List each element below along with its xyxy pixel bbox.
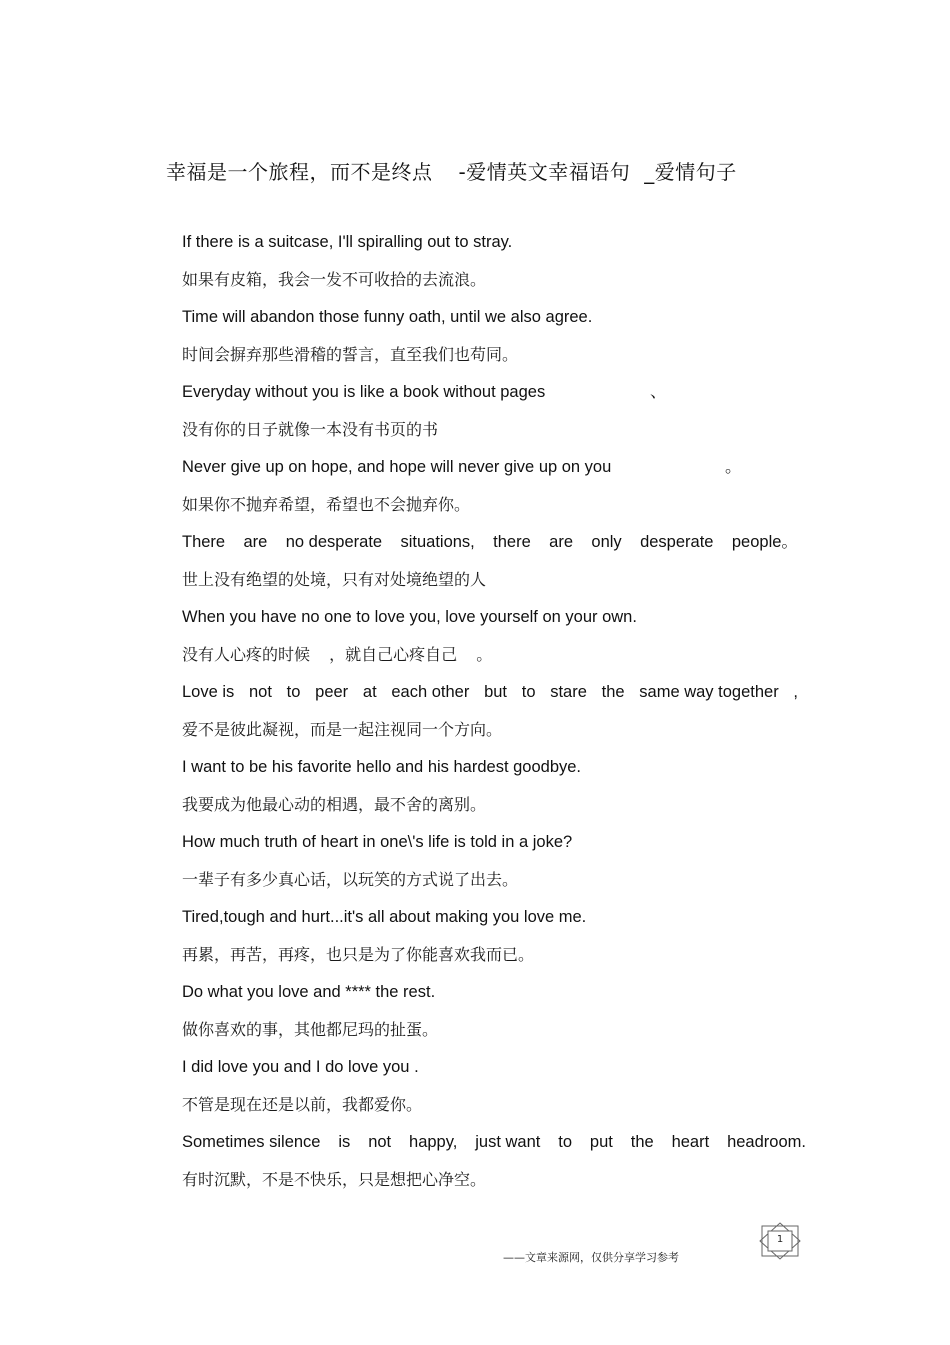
word: the [630, 1133, 654, 1151]
word: happy, [409, 1133, 458, 1151]
word: same way together [639, 683, 779, 701]
chinese-translation: 爱不是彼此凝视，而是一起注视同一个方向。 [182, 719, 503, 739]
chinese-translation: 不管是现在还是以前，我都爱你。 [182, 1094, 423, 1114]
word: to [286, 683, 301, 701]
trailing-mark: 、 [650, 383, 667, 401]
word: people。 [731, 533, 798, 551]
word: heart [671, 1133, 710, 1151]
english-sentence: When you have no one to love you, love yourself on your own. [182, 608, 637, 626]
word: just want [475, 1133, 541, 1151]
chinese-translation: 一辈子有多少真心话，以玩笑的方式说了出去。 [182, 869, 519, 889]
translation-part: 。 [476, 644, 493, 664]
chinese-translation: 如果有皮箱，我会一发不可收拾的去流浪。 [182, 269, 487, 289]
word: is [338, 1133, 351, 1151]
chinese-translation: 没有你的日子就像一本没有书页的书 [182, 419, 439, 439]
word: headroom. [727, 1133, 806, 1151]
word: to [558, 1133, 573, 1151]
english-sentence [182, 379, 812, 417]
word: but [484, 683, 508, 701]
chinese-translation: 时间会摒弃那些滑稽的誓言，直至我们也苟同。 [182, 344, 519, 364]
word: not [249, 683, 272, 701]
english-sentence [182, 454, 812, 492]
english-sentence: How much truth of heart in one\'s life is told in a joke? [182, 833, 573, 851]
word: peer [315, 683, 349, 701]
word: are [243, 533, 268, 551]
english-sentence: Tired,tough and hurt...it's all about making you love me. [182, 908, 587, 926]
word: each other [391, 683, 470, 701]
english-sentence [182, 679, 798, 717]
title-main: 幸福是一个旅程，而不是终点 [166, 160, 433, 184]
source-note: ——文章来源网，仅供分享学习参考 [503, 1251, 679, 1264]
chinese-translation: 如果你不抛弃希望，希望也不会抛弃你。 [182, 494, 471, 514]
word: put [589, 1133, 613, 1151]
word: stare [550, 683, 587, 701]
word: to [521, 683, 536, 701]
chinese-translation: 再累，再苦，再疼，也只是为了你能喜欢我而已。 [182, 944, 535, 964]
english-sentence: Time will abandon those funny oath, until we also agree. [182, 308, 593, 326]
english-sentence [182, 1129, 806, 1167]
word: situations, [400, 533, 475, 551]
english-sentence: Do what you love and **** the rest. [182, 983, 436, 1001]
chinese-translation: 我要成为他最心动的相遇，最不舍的离别。 [182, 794, 487, 814]
trailing-mark: 。 [725, 458, 742, 476]
word: only [591, 533, 622, 551]
word: desperate [640, 533, 714, 551]
translation-part: ，就自己心疼自己 [329, 644, 458, 664]
english-sentence: I want to be his favorite hello and his hardest goodbye. [182, 758, 582, 776]
sentence-text: Never give up on hope, and hope will never give up on you [182, 458, 612, 476]
word: Love is [182, 683, 235, 701]
word: not [368, 1133, 392, 1151]
english-sentence [182, 529, 798, 567]
translation-part: 没有人心疼的时候 [182, 644, 311, 664]
page-number-badge [758, 1222, 802, 1260]
chinese-translation: 世上没有绝望的处境，只有对处境绝望的人 [182, 569, 487, 589]
sentence-text: Everyday without you is like a book without pages [182, 383, 546, 401]
english-sentence: If there is a suitcase, I'll spiralling out to stray. [182, 233, 513, 251]
word: are [549, 533, 574, 551]
word: There [182, 533, 226, 551]
title-middle: -爱情英文幸福语句 [458, 160, 631, 184]
title-tail: _爱情句子 [644, 160, 737, 184]
word: there [493, 533, 531, 551]
english-sentence: I did love you and I do love you . [182, 1058, 419, 1076]
quote-list [182, 229, 812, 1204]
word: at [362, 683, 377, 701]
word: the [601, 683, 625, 701]
page-title [166, 156, 737, 185]
word: no desperate [285, 533, 383, 551]
word: Sometimes silence [182, 1133, 321, 1151]
chinese-translation: 做你喜欢的事，其他都尼玛的扯蛋。 [182, 1019, 439, 1039]
page-number: 1 [776, 1234, 784, 1245]
chinese-translation [182, 642, 812, 680]
word: , [793, 683, 798, 701]
chinese-translation: 有时沉默，不是不快乐，只是想把心净空。 [182, 1169, 487, 1189]
